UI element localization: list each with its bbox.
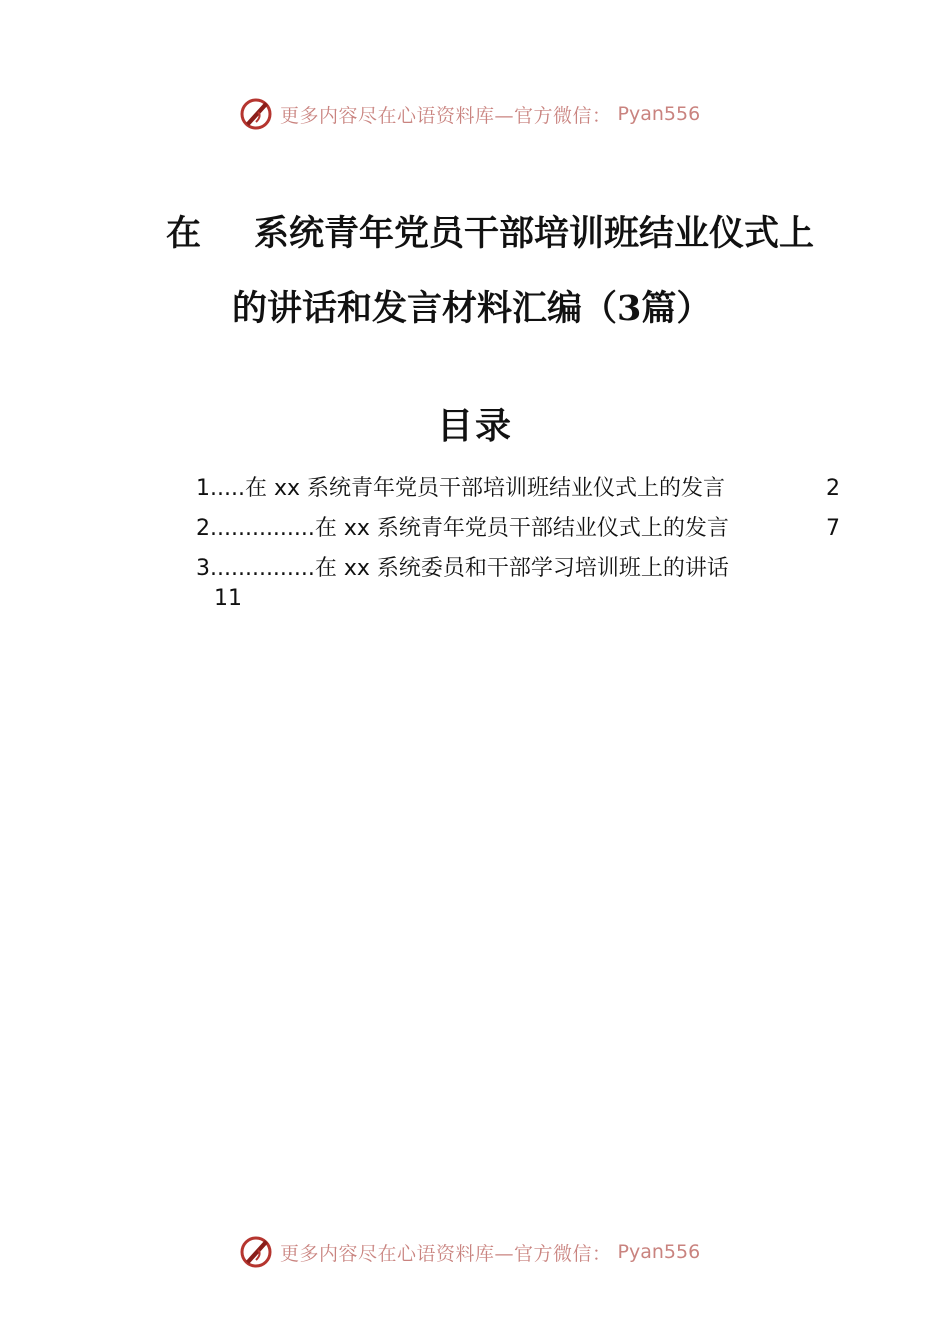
document-title-line-1	[166, 206, 814, 256]
title-rest: 系统青年党员干部培训班结业仪式上	[254, 213, 815, 254]
toc-entry-text: 1.....在 xx 系统青年党员干部培训班结业仪式上的发言	[196, 476, 725, 501]
pen-seal-logo-icon	[238, 1234, 274, 1270]
header-watermark	[238, 94, 700, 134]
toc-heading: 目录	[436, 405, 513, 447]
document-title-line-2: 的讲话和发言材料汇编（3篇）	[232, 288, 712, 329]
toc-entry-3[interactable]	[196, 554, 840, 611]
toc-entry-text: 3...............在 xx 系统委员和干部学习培训班上的讲话	[196, 556, 729, 581]
footer-watermark	[238, 1232, 700, 1272]
watermark-text: 更多内容尽在心语资料库—官方微信：	[280, 104, 612, 127]
toc-entry-page: 11	[214, 586, 242, 611]
toc-entry-1[interactable]	[196, 474, 840, 504]
toc-entry-page: 2	[826, 476, 840, 501]
toc-entry-page: 7	[826, 516, 840, 541]
title-prefix: 在	[166, 213, 202, 254]
toc-entry-2[interactable]	[196, 514, 840, 544]
watermark-text: 更多内容尽在心语资料库—官方微信：	[280, 1242, 612, 1265]
pen-seal-logo-icon	[238, 96, 274, 132]
toc-entry-text: 2...............在 xx 系统青年党员干部结业仪式上的发言	[196, 516, 729, 541]
watermark-wechat-id: Pyan556	[617, 1241, 701, 1263]
watermark-wechat-id: Pyan556	[617, 103, 701, 125]
